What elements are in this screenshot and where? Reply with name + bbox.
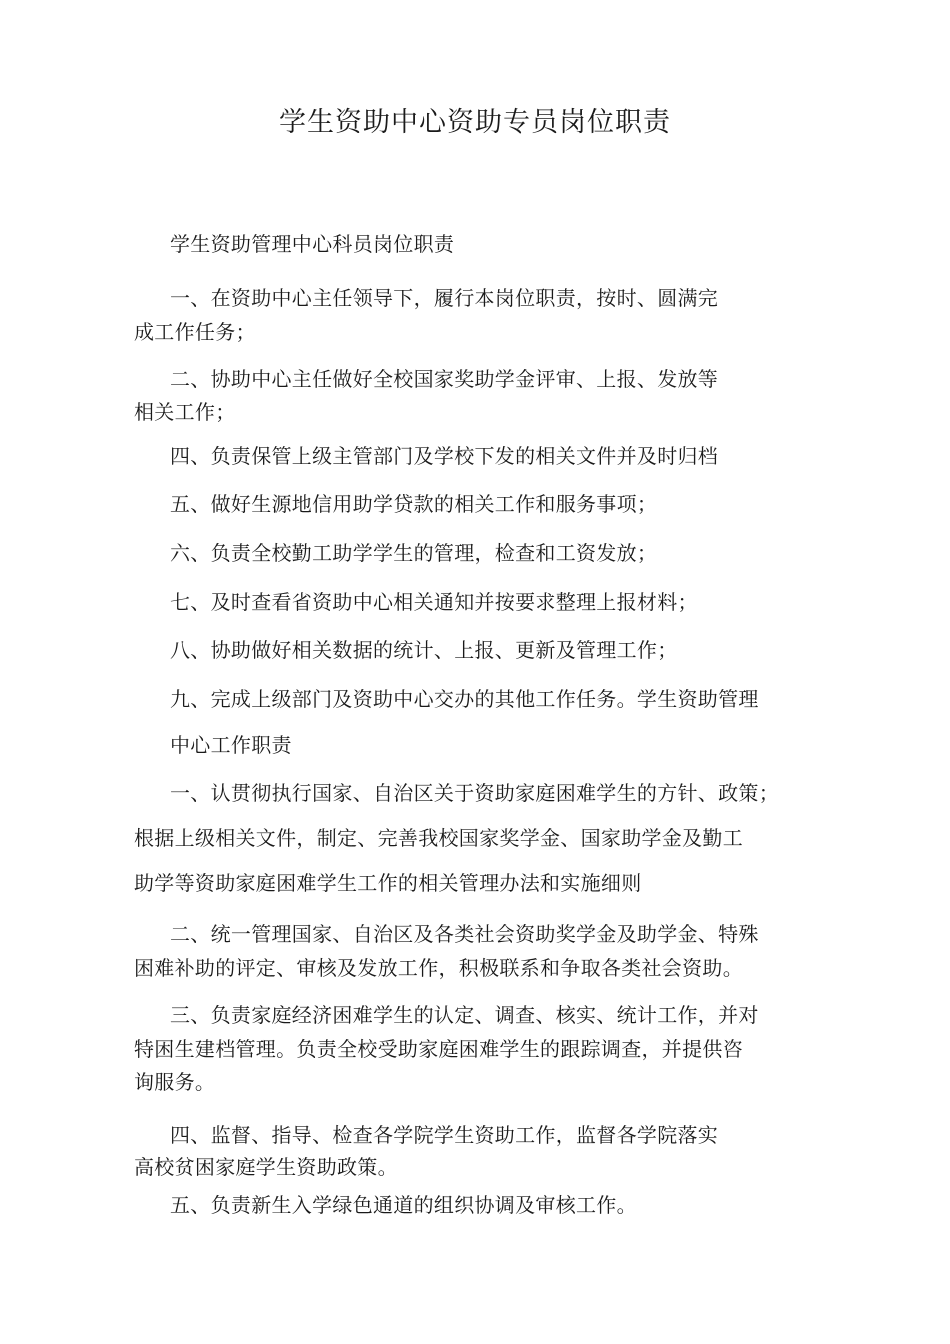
list-item: 五、做好生源地信用助学贷款的相关工作和服务事项； bbox=[170, 492, 658, 516]
paragraph-line: 一、在资助中心主任领导下，履行本岗位职责，按时、圆满完 bbox=[170, 286, 719, 310]
paragraph-line: 四、监督、指导、检查各学院学生资助工作，监督各学院落实 bbox=[170, 1123, 719, 1147]
paragraph-line: 相关工作； bbox=[134, 400, 236, 424]
list-item: 七、及时查看省资助中心相关通知并按要求整理上报材料； bbox=[170, 590, 698, 614]
document-title: 学生资助中心资助专员岗位职责 bbox=[279, 107, 671, 138]
list-item: 六、负责全校勤工助学学生的管理，检查和工资发放； bbox=[170, 541, 658, 565]
paragraph-line: 三、负责家庭经济困难学生的认定、调查、核实、统计工作，并对 bbox=[170, 1003, 759, 1027]
paragraph-line: 高校贫困家庭学生资助政策。 bbox=[134, 1155, 398, 1179]
paragraph-line: 成工作任务； bbox=[134, 320, 256, 344]
paragraph-line: 助学等资助家庭困难学生工作的相关管理办法和实施细则 bbox=[134, 871, 642, 895]
paragraph-line: 特困生建档管理。负责全校受助家庭困难学生的跟踪调查，并提供咨 bbox=[134, 1037, 743, 1061]
list-item: 八、协助做好相关数据的统计、上报、更新及管理工作； bbox=[170, 638, 678, 662]
section-heading: 学生资助管理中心科员岗位职责 bbox=[170, 232, 455, 256]
paragraph-line: 询服务。 bbox=[134, 1070, 216, 1094]
section-heading: 中心工作职责 bbox=[170, 733, 292, 757]
list-item: 五、负责新生入学绿色通道的组织协调及审核工作。 bbox=[170, 1193, 637, 1217]
paragraph-line: 二、协助中心主任做好全校国家奖助学金评审、上报、发放等 bbox=[170, 367, 719, 391]
paragraph-line: 一、认贯彻执行国家、自治区关于资助家庭困难学生的方针、政策； bbox=[170, 781, 779, 805]
list-item: 四、负责保管上级主管部门及学校下发的相关文件并及时归档 bbox=[170, 444, 719, 468]
list-item: 九、完成上级部门及资助中心交办的其他工作任务。学生资助管理 bbox=[170, 687, 759, 711]
paragraph-line: 根据上级相关文件，制定、完善我校国家奖学金、国家助学金及勤工 bbox=[134, 826, 743, 850]
paragraph-line: 困难补助的评定、审核及发放工作，积极联系和争取各类社会资助。 bbox=[134, 956, 743, 980]
paragraph-line: 二、统一管理国家、自治区及各类社会资助奖学金及助学金、特殊 bbox=[170, 922, 759, 946]
